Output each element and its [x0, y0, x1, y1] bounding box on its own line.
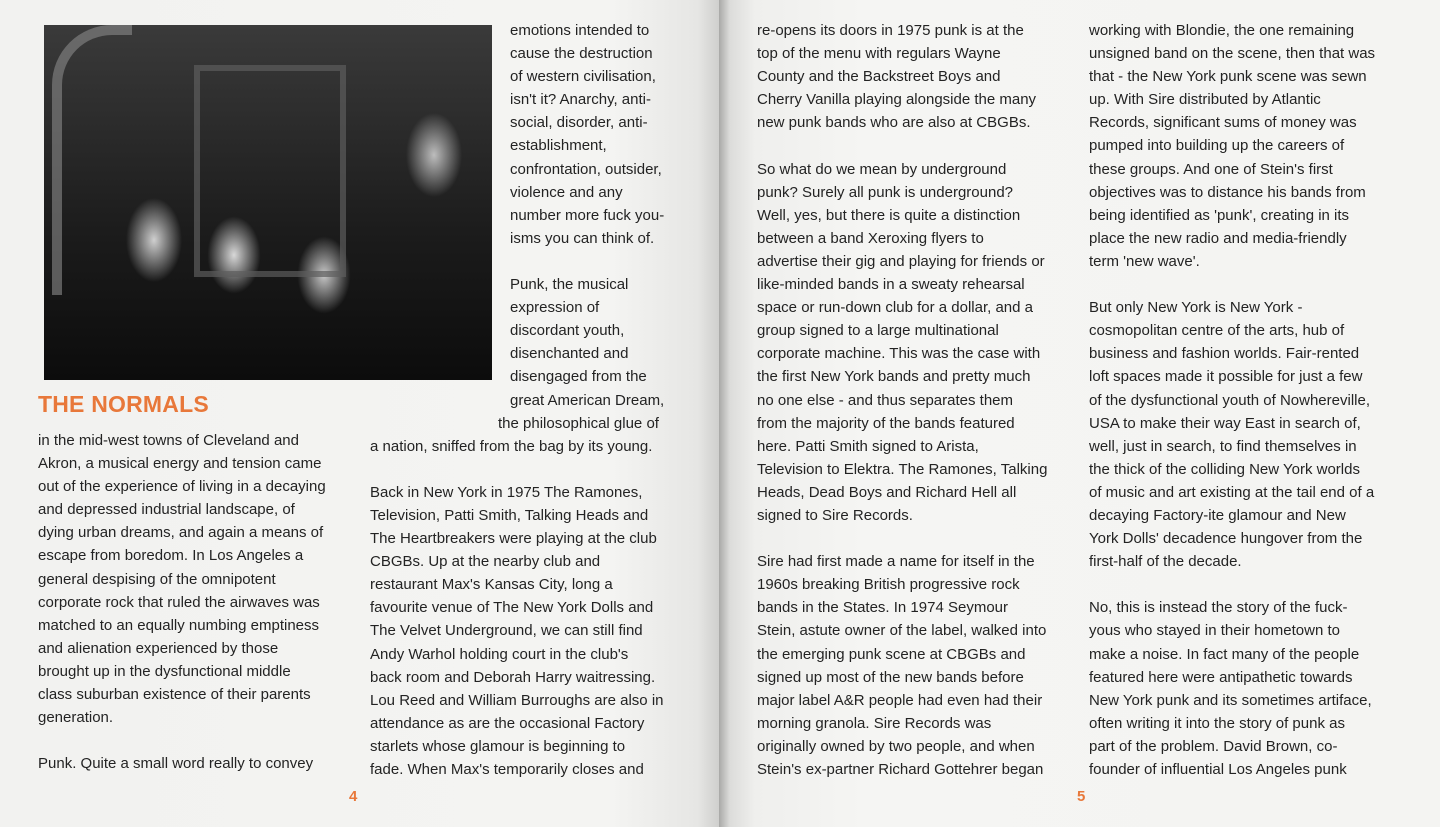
text-line: like-minded bands in a sweaty rehearsal: [757, 276, 1025, 294]
text-line: being identified as 'punk', creating in its: [1089, 206, 1350, 224]
text-line: Lou Reed and William Burroughs are also in: [370, 691, 664, 709]
text-line: general despising of the omnipotent: [38, 570, 276, 588]
text-line: well, just in search, to find themselves in: [1089, 437, 1357, 455]
text-line: [757, 527, 1047, 550]
text-line: isn't it? Anarchy, anti-: [510, 91, 651, 109]
text-line: term 'new wave'.: [1089, 252, 1200, 270]
text-line: Andy Warhol holding court in the club's: [370, 645, 629, 663]
text-line: corporate rock that ruled the airwaves was: [38, 593, 320, 611]
text-line: No, this is instead the story of the fuck-: [1089, 599, 1348, 617]
text-line: bands in the States. In 1974 Seymour: [757, 599, 1008, 617]
text-line: place the new radio and media-friendly: [1089, 229, 1347, 247]
text-column: [38, 429, 326, 775]
text-line: generation.: [38, 709, 114, 727]
text-line: Well, yes, but there is quite a distinction: [757, 206, 1021, 224]
text-line: in the mid-west towns of Cleveland and: [38, 432, 299, 449]
text-line: 1960s breaking British progressive rock: [757, 576, 1020, 594]
text-line: new punk bands who are also at CBGBs.: [757, 114, 1031, 132]
text-line: the emerging punk scene at CBGBs and: [757, 645, 1026, 663]
text-line: yous who stayed in their hometown to: [1089, 622, 1340, 640]
text-line: attendance as are the occasional Factory: [370, 714, 645, 732]
text-line: Cherry Vanilla playing alongside the many: [757, 91, 1037, 109]
text-line: business and fashion worlds. Fair-rented: [1089, 345, 1360, 363]
text-line: disenchanted and: [510, 345, 629, 363]
text-line: Television, Patti Smith, Talking Heads and: [370, 506, 649, 524]
text-line: no one else - and thus separates them: [757, 391, 1013, 409]
text-line: The Velvet Underground, we can still find: [370, 622, 643, 640]
text-line: matched to an equally numbing emptiness: [38, 616, 320, 634]
text-line: major label A&R people had even had their: [757, 691, 1043, 709]
page-number: 5: [1077, 788, 1086, 805]
text-line: great American Dream,: [510, 391, 665, 409]
text-line: [1089, 273, 1375, 296]
text-line: objectives was to distance his bands from: [1089, 183, 1366, 201]
text-line: corporate machine. This was the case with: [757, 345, 1041, 363]
text-line: expression of: [510, 299, 600, 317]
text-line: disengaged from the: [510, 368, 647, 386]
text-line: York Dolls' decadence hungover from the: [1089, 530, 1363, 548]
text-line: discordant youth,: [510, 322, 625, 340]
text-line: here. Patti Smith signed to Arista,: [757, 437, 979, 455]
text-line: confrontation, outsider,: [510, 160, 662, 178]
text-line: signed up most of the new bands before: [757, 668, 1024, 686]
text-line: emotions intended to: [510, 22, 650, 39]
section-heading: THE NORMALS: [38, 391, 209, 417]
text-line: establishment,: [510, 137, 607, 155]
text-column: [757, 19, 1047, 781]
text-line: of western civilisation,: [510, 68, 656, 86]
text-line: cause the destruction: [510, 45, 653, 63]
text-line: loft spaces made it possible for just a few: [1089, 368, 1363, 386]
text-line: USA to make their way East in search of,: [1089, 414, 1361, 432]
text-line: and depressed industrial landscape, of: [38, 501, 295, 519]
text-line: Heads, Dead Boys and Richard Hell all: [757, 483, 1017, 501]
text-line: restaurant Max's Kansas City, long a: [370, 576, 613, 594]
text-line: originally owned by two people, and when: [757, 737, 1035, 755]
text-line: up. With Sire distributed by Atlantic: [1089, 91, 1321, 109]
text-line: make a noise. In fact many of the people: [1089, 645, 1360, 663]
text-line: of the dysfunctional youth of Nowhereville,: [1089, 391, 1370, 409]
text-line: [757, 134, 1047, 157]
page-5: [719, 0, 1440, 827]
text-line: isms you can think of.: [510, 229, 655, 247]
text-line: decaying Factory-ite glamour and New: [1089, 506, 1346, 524]
text-line: escape from boredom. In Los Angeles a: [38, 547, 304, 565]
text-line: pumped into building up the careers of: [1089, 137, 1345, 155]
text-line: first-half of the decade.: [1089, 553, 1242, 571]
text-line: Records, significant sums of money was: [1089, 114, 1357, 132]
text-line: New York punk and its sometimes artiface,: [1089, 691, 1372, 709]
text-line: Stein, astute owner of the label, walked into: [757, 622, 1047, 640]
text-column: [1089, 19, 1375, 781]
text-line: brought up in the dysfunctional middle: [38, 662, 291, 680]
text-line: group signed to a large multinational: [757, 322, 999, 340]
text-line: [38, 729, 326, 752]
text-line: the philosophical glue of: [498, 414, 659, 432]
text-line: [1089, 573, 1375, 596]
text-line: a nation, sniffed from the bag by its young.: [370, 437, 653, 455]
text-line: the thick of the colliding New York worlds: [1089, 460, 1360, 478]
text-line: and alienation experienced by those: [38, 639, 279, 657]
page-4: [0, 0, 719, 827]
text-line: [370, 458, 664, 481]
text-line: punk? Surely all punk is underground?: [757, 183, 1014, 201]
text-line: Back in New York in 1975 The Ramones,: [370, 483, 643, 501]
text-line: [510, 250, 664, 273]
text-line: of music and art existing at the tail end of a: [1089, 483, 1375, 501]
text-line: So what do we mean by underground: [757, 160, 1007, 178]
text-line: social, disorder, anti-: [510, 114, 648, 132]
text-line: County and the Backstreet Boys and: [757, 68, 1001, 86]
text-line: cosmopolitan centre of the arts, hub of: [1089, 322, 1345, 340]
text-line: that - the New York punk scene was sewn: [1089, 68, 1367, 86]
text-line: number more fuck you-: [510, 206, 665, 224]
text-line: between a band Xeroxing flyers to: [757, 229, 984, 247]
text-line: often writing it into the story of punk as: [1089, 714, 1345, 732]
text-line: from the majority of the bands featured: [757, 414, 1015, 432]
text-line: Punk. Quite a small word really to convey: [38, 755, 314, 773]
text-line: back room and Deborah Harry waitressing.: [370, 668, 656, 686]
text-column: [370, 19, 664, 781]
text-line: violence and any: [510, 183, 623, 201]
text-line: Sire had first made a name for itself in the: [757, 553, 1035, 571]
text-line: these groups. And one of Stein's first: [1089, 160, 1333, 178]
text-line: out of the experience of living in a decaying: [38, 478, 326, 496]
text-line: Television to Elektra. The Ramones, Talking: [757, 460, 1048, 478]
text-line: re-opens its doors in 1975 punk is at the: [757, 22, 1024, 39]
text-line: unsigned band on the scene, then that was: [1089, 45, 1376, 63]
text-line: space or run-down club for a dollar, and a: [757, 299, 1033, 317]
text-line: signed to Sire Records.: [757, 506, 913, 524]
text-line: working with Blondie, the one remaining: [1089, 22, 1355, 39]
text-line: the first New York bands and pretty much: [757, 368, 1031, 386]
text-line: founder of influential Los Angeles punk: [1089, 761, 1347, 778]
text-line: morning granola. Sire Records was: [757, 714, 992, 732]
text-line: favourite venue of The New York Dolls and: [370, 599, 654, 617]
text-line: Punk, the musical: [510, 276, 629, 294]
text-line: fade. When Max's temporarily closes and: [370, 761, 644, 778]
text-line: top of the menu with regulars Wayne: [757, 45, 1001, 63]
page-number: 4: [349, 788, 358, 805]
text-line: Stein's ex-partner Richard Gottehrer began: [757, 761, 1044, 778]
text-line: But only New York is New York -: [1089, 299, 1303, 317]
text-line: part of the problem. David Brown, co-: [1089, 737, 1338, 755]
text-line: advertise their gig and playing for friends or: [757, 252, 1045, 270]
text-line: featured here were antipathetic towards: [1089, 668, 1353, 686]
text-line: CBGBs. Up at the nearby club and: [370, 553, 601, 571]
text-line: Akron, a musical energy and tension came: [38, 455, 322, 473]
text-line: The Heartbreakers were playing at the club: [370, 530, 657, 548]
text-line: dying urban dreams, and again a means of: [38, 524, 324, 542]
text-line: starlets whose glamour is beginning to: [370, 737, 626, 755]
text-line: class suburban existence of their parents: [38, 686, 311, 704]
